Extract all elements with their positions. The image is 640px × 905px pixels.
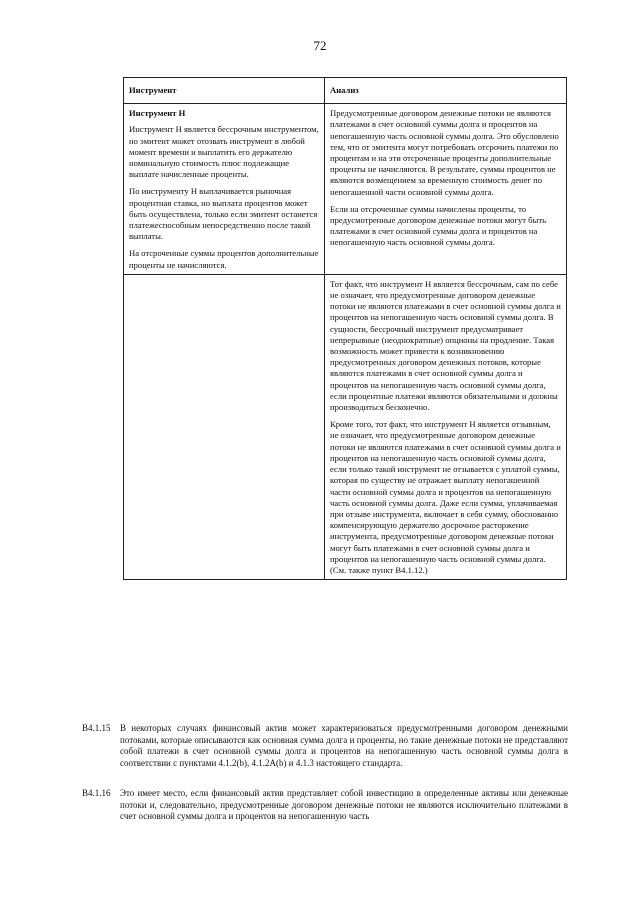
analysis-text: Кроме того, тот факт, что инструмент Н является отзывным, не означает, что предусмотренные договором денежные потоки не являются платежами в счет основной суммы долга и процентов на непогашенную часть основной суммы долга, если только такой инструмент не отзывается с уплатой суммы, которая по существу не отражает выплату непогашенной части основной суммы долга и процентов на непогашенную часть основной суммы долга. Даже если сумма, уплачиваемая при отзыве инструмента, включает в себя сумму, обоснованно компенсирующую держателю досрочное расторжение инструмента, предусмотренные договором денежные потоки могут быть платежами в счет основной суммы долга и процентов на непогашенную часть основной суммы долга. (См. также пункт B4.1.12.) (330, 419, 561, 575)
paragraph-number: B4.1.15 (82, 723, 111, 733)
analysis-text: Тот факт, что инструмент Н является бессрочным, сам по себе не означает, что предусмотренные договором денежные потоки не являются платежами в счет основной суммы долга и процентов на непогашенную часть основной суммы долга. В сущности, бессрочный инструмент предусматривает непрерывные (неоднократные) опционы на продление. Такая возможность может привести к возникновению предусмотренных договором денежных потоков, которые являются платежами в счет основной суммы долга и процентов на непогашенную часть основной суммы долга, если процентные платежи являются обязательными и должны производиться бесконечно. (330, 278, 561, 413)
analysis-text: Если на отсроченные суммы начислены проценты, то предусмотренные договором денежные потоки могут быть платежами в счет основной суммы долга и процентов на непогашенную часть основной суммы долга. (330, 203, 546, 248)
paragraph-text: Это имеет место, если финансовый актив представляет собой инвестицию в определенные активы или денежные потоки и, следовательно, предусмотренные договором денежные потоки не являются исключительно платежами в счет основной суммы долга и процентов на непогашенную часть (120, 788, 568, 822)
analysis-text: Предусмотренные договором денежные потоки не являются платежами в счет основной суммы долга и процентов на непогашенную часть основной суммы долга. Это обусловлено тем, что от эмитента могут потребовать отсрочить платежи по процентам и на эти отсроченные проценты дополнительные проценты не начисляются. В результате, суммы процентов не являются возмещением за временную стоимость денег по непогашенной части основной суммы долга. (330, 108, 559, 197)
header-instrument: Инструмент (124, 78, 325, 104)
paragraph-b4-1-16 (82, 788, 568, 823)
page-number: 72 (313, 38, 327, 53)
header-analysis: Анализ (325, 78, 567, 104)
table-row (124, 104, 567, 275)
table-header-row (124, 78, 567, 104)
analysis-cell (325, 274, 567, 579)
instrument-text: На отсроченные суммы процентов дополнительные проценты не начисляются. (129, 248, 319, 270)
instrument-cell-empty (124, 274, 325, 579)
analysis-cell (325, 104, 567, 275)
paragraph-number: B4.1.16 (82, 788, 111, 798)
paragraph-text: В некоторых случаях финансовый актив может характеризоваться предусмотренными договором денежными потоками, которые описываются как основная сумма долга и проценты, но такие денежные потоки не представляют собой платежи в счет основной суммы долга и процентов на непогашенную часть основной суммы долга в соответствии с пунктами 4.1.2(b), 4.1.2A(b) и 4.1.3 настоящего стандарта. (120, 723, 568, 768)
instrument-analysis-table (123, 77, 567, 580)
table-row (124, 274, 567, 579)
instrument-text: Инструмент Н является бессрочным инструментом, но эмитент может отозвать инструмент в любой момент времени и выплатить его держателю номинальную стоимость плюс подлежащие выплате начисленные проценты. (129, 124, 319, 180)
instrument-cell (124, 104, 325, 275)
paragraph-b4-1-15 (82, 723, 568, 769)
instrument-text: По инструменту Н выплачивается рыночная процентная ставка, но выплата процентов может быть осуществлена, только если эмитент останется платежеспособным непосредственно после такой выплаты. (129, 186, 318, 242)
instrument-title: Инструмент Н (129, 108, 186, 119)
